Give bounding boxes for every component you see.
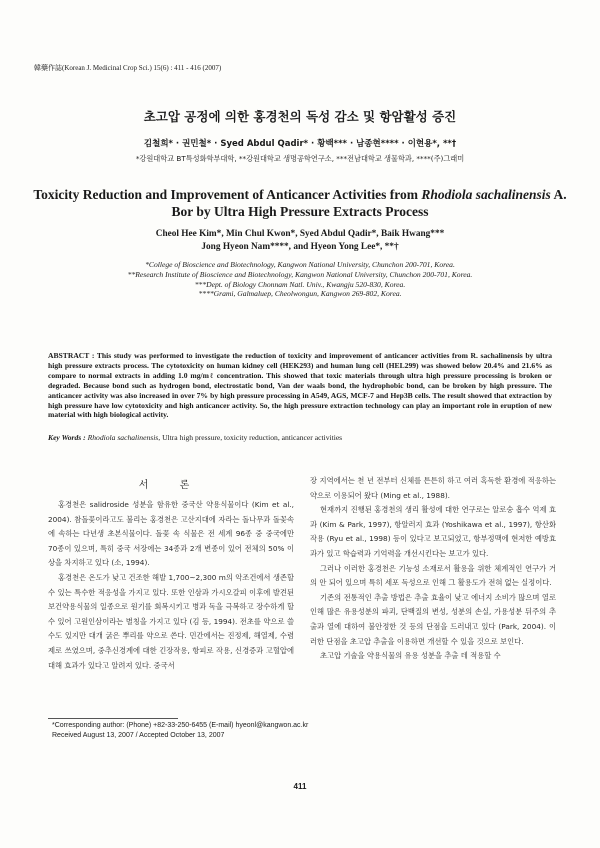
affiliation-line: ***Dept. of Biology Chonnam Natl. Univ., Kwangju 520-830, Korea. bbox=[194, 279, 406, 289]
korean-title: 초고압 공정에 의한 홍경천의 독성 감소 및 항암활성 증진 bbox=[143, 109, 457, 124]
keywords-label: Key Words : bbox=[48, 433, 86, 442]
page-number: 411 bbox=[293, 782, 307, 791]
body-paragraph: 장 지역에서는 천 년 전부터 신체를 튼튼히 하고 여러 혹독한 환경에 적응하는 약으로 이용되어 왔다 (Ming et al., 1988). bbox=[310, 476, 556, 500]
english-title-species: Rhodiola sachalinensis bbox=[421, 187, 551, 202]
keywords-species: Rhodiola sachalinensis bbox=[87, 433, 159, 442]
body-paragraph: 홍경천은 salidroside 성분을 함유한 중국산 약용식물이다 (Kim et al., 2004). 참돌꽃이라고도 불리는 홍경천은 고산지대에 자라는 돌나무과 돌꽃속에 속하는 다년생 초본식물이다. 돌꽃 속 식물은 전 세계 96종 중 중국에만 70종이 있으며, 특히 중국 서장에는 34종과 2개 변종이 있어 전체의 50% 이상을 차지하고 있다 (소, 1994). bbox=[48, 500, 294, 568]
abstract bbox=[48, 351, 552, 420]
section-title-introduction: 서 론 bbox=[138, 480, 204, 491]
body-paragraph: 초고압 기술을 약용식물의 유용 성분을 추출 데 적용할 수 bbox=[320, 651, 501, 661]
body-paragraph: 그러나 이러한 홍경천은 기능성 소재로서 활용을 위한 체계적인 연구가 거의 안 되어 있으며 특히 세포 독성으로 인해 그 활용도가 전혀 없는 실정이다. bbox=[310, 563, 556, 588]
keywords-rest: , Ultra high pressure, toxicity reduction, anticancer activities bbox=[158, 433, 343, 442]
affiliation-line: *College of Bioscience and Biotechnology, Kangwon National University, Chunchon 200-701, Korea. bbox=[145, 260, 455, 269]
english-authors-line: Cheol Hee Kim*, Min Chul Kwon*, Syed Abdul Qadir*, Baik Hwang*** bbox=[155, 229, 445, 239]
keywords bbox=[48, 433, 552, 443]
body-column-right bbox=[310, 474, 556, 664]
english-authors-line: Jong Hyeon Nam****, and Hyeon Yong Lee*, **† bbox=[201, 242, 399, 252]
english-title-main: Toxicity Reduction and Improvement of Anticancer Activities from bbox=[33, 187, 422, 202]
english-title-tail: A. Bor by Ultra High Pressure Extracts Process bbox=[171, 187, 567, 219]
body-paragraph: 현재까지 진행된 홍경천의 생리 활성에 대한 연구로는 알로숭 흡수 억제 효과 (Kim & Park, 1997), 항알러지 효과 (Yoshikawa et al., 1997), 항산화 작용 (Ryu et al., 1998) 등이 있다고 보고되었고, 항부정맥에 현저한 예방효과가 있고 학습력과 기억력을 개선시킨다는 보고가 있다. bbox=[310, 505, 556, 558]
abstract-text: This study was performed to investigate the reduction of toxicity and improvement of anticancer activities from R. sachalinensis by ultra high pressure extracts process. The cytotoxicity on human kidney cell (HEK293) and human lung cell (HEL299) was showed below 20.4% and 21.6% as compare to normal extracts in adding 1.0 mg/mℓ concentration. This showed that toxic materials through ultra high pressure processing is broken or degraded. Because bond such as hydrogen bond, electrostatic bond, Van der waals bond, the hydrophobic bond, can be broken by high pressure. The anticancer activity was also increased in over 7% by high pressure processing in A549, AGS, MCF-7 and Hep3B cells. The result showed that extraction by high pressure have low cytotoxicity and high anticancer activity. So, the high pressure extraction technology can play an important role in eruption of new material with high biological activity. bbox=[48, 351, 553, 420]
footnote-divider bbox=[48, 718, 178, 719]
corresponding-author: *Corresponding author: (Phone) +82-33-250-6455 (E-mail) hyeonl@kangwon.ac.kr bbox=[52, 722, 309, 729]
footnote bbox=[52, 721, 452, 741]
english-affiliations bbox=[0, 260, 600, 299]
journal-header: 韓藥作誌(Korean J. Medicinal Crop Sci.) 15(6) : 411 - 416 (2007) bbox=[34, 64, 222, 72]
english-authors bbox=[0, 228, 600, 254]
english-title bbox=[30, 186, 570, 220]
korean-affiliations: *강원대학교 BT특성화학부대학, **강원대학교 생명공학연구소, ***전남대학교 생물학과, ****(주)그래미 bbox=[135, 154, 465, 163]
body-column-left bbox=[48, 498, 294, 673]
body-paragraph: 기존의 전통적인 추출 방법은 추출 효율이 낮고 에너지 소비가 많으며 열로 인해 많은 유용성분의 파괴, 단백질의 변성, 성분의 손실, 가용성분 뒤주의 추출과 열에 대하여 불안정한 것 등의 단점을 드러내고 있다 (Park, 2004). 이러한 단점을 초고압 추출을 이용하면 개선할 수 있을 것으로 보인다. bbox=[310, 592, 556, 646]
body-paragraph: 홍경천은 온도가 낮고 건조한 해발 1,700~2,300 m의 악조건에서 생존할 수 있는 특수한 적응성을 가지고 있다. 또한 인삼과 가시오갈피 이후에 발견된 보건약용식물의 일종으로 원기를 회복시키고 병과 독을 극복하고 장수하게 할 수 있어 고원인삼이라는 별칭을 가지고 있다 (김 등, 1994). 전초를 약으로 쓸 수도 있지만 대개 굵은 뿌리를 약으로 쓴다. 민간에서는 진정제, 해열제, 수렴제로 쓰였으며, 중추신경계에 대한 긴장작용, 항피로 작용, 신경증과 고혈압에 대해 효과가 있다고 알려져 있다. 중국서 bbox=[48, 572, 294, 670]
korean-authors: 김철희* · 권민철* · Syed Abdul Qadir* · 황백*** · 남종현**** · 이현용*, **† bbox=[143, 139, 457, 149]
received-dates: Received August 13, 2007 / Accepted October 13, 2007 bbox=[52, 732, 225, 739]
affiliation-line: **Research Institute of Bioscience and Biotechnology, Kangwon National University, Chunchon 200-701, Korea. bbox=[127, 269, 473, 279]
abstract-label: ABSTRACT : bbox=[48, 351, 95, 360]
affiliation-line: ****Grami, Galmaluep, Cheolwongun, Kangwon 269-802, Korea. bbox=[198, 289, 402, 299]
